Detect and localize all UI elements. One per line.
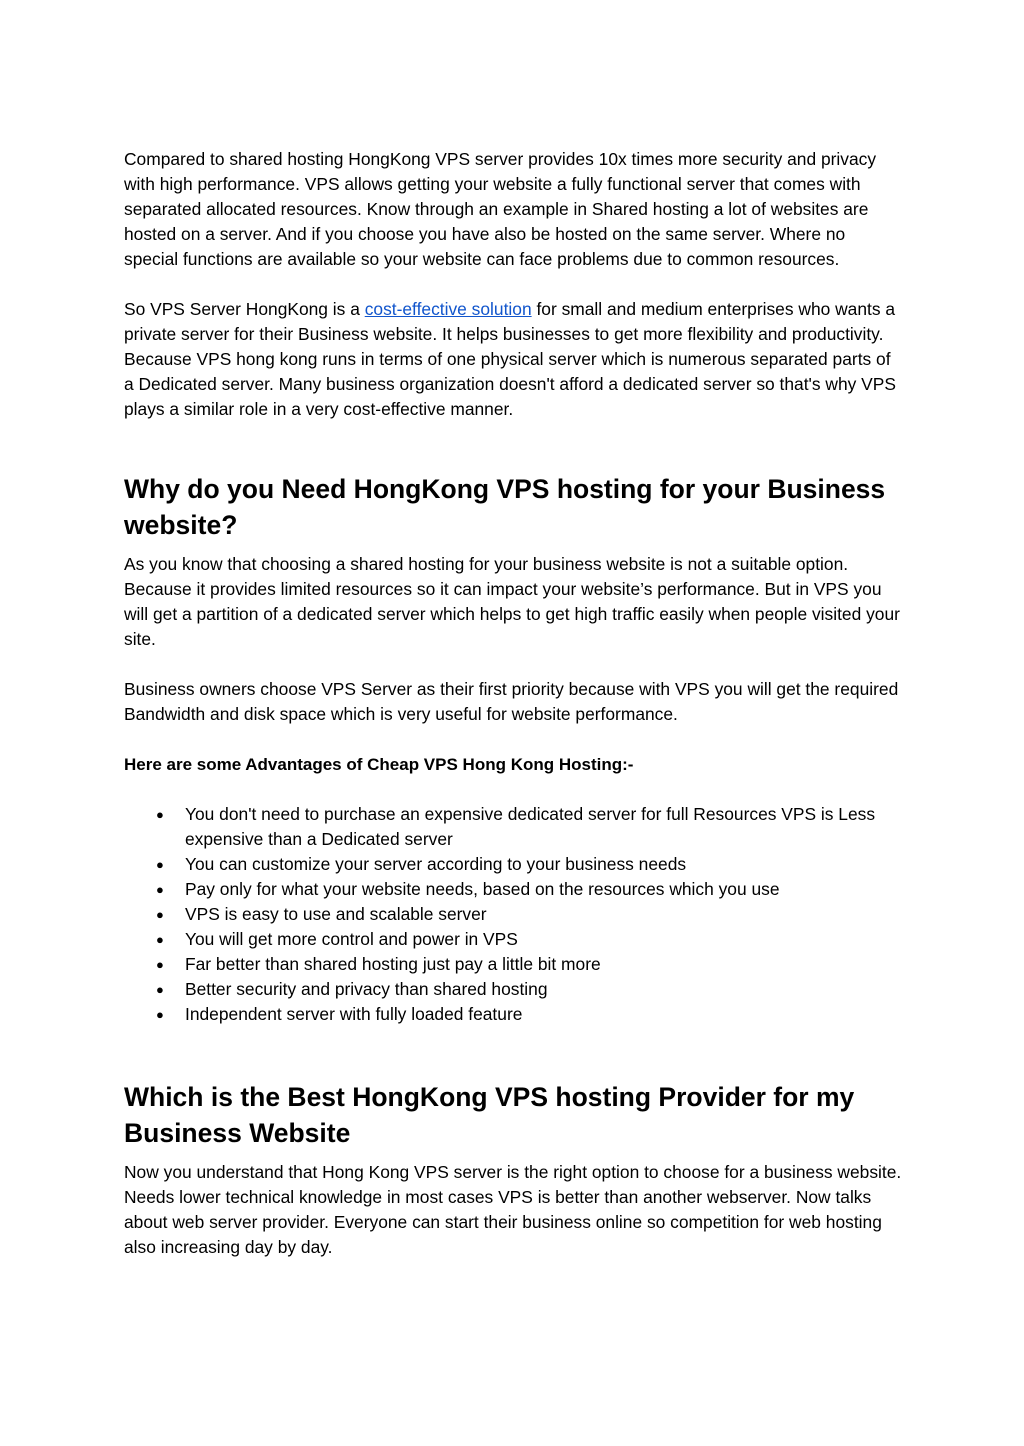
list-item-text: You don't need to purchase an expensive dedicated server for full Resources VPS is Less expensive than a Dedicated server [185, 804, 876, 849]
list-item [124, 802, 904, 852]
bullet-icon: ● [156, 807, 164, 822]
which-heading: Which is the Best HongKong VPS hosting Provider for my Business Website [124, 1082, 855, 1148]
list-item-text: You can customize your server according to your business needs [185, 854, 687, 874]
why-heading: Why do you Need HongKong VPS hosting for your Business website? [124, 474, 886, 540]
bullet-icon: ● [156, 982, 164, 997]
list-item-text: You will get more control and power in VPS [185, 929, 518, 949]
bullet-icon: ● [156, 932, 164, 947]
list-item [124, 902, 904, 927]
why-paragraph-2: Business owners choose VPS Server as their first priority because with VPS you will get the required Bandwidth and disk space which is very useful for website performance. [124, 679, 899, 724]
list-item [124, 1002, 904, 1027]
list-item [124, 977, 904, 1002]
list-item [124, 877, 904, 902]
bullet-icon: ● [156, 907, 164, 922]
document-page [124, 147, 904, 1260]
list-item [124, 852, 904, 877]
cost-effective-solution-link[interactable]: cost-effective solution [364, 299, 532, 319]
intro-paragraph-2 [124, 297, 904, 422]
list-item-text: Independent server with fully loaded feature [185, 1004, 523, 1024]
bullet-icon: ● [156, 957, 164, 972]
list-item [124, 927, 904, 952]
which-paragraph-1: Now you understand that Hong Kong VPS server is the right option to choose for a business website. Needs lower technical knowledge in most cases VPS is better than another webserver. Now talks about web server provider. Everyone can start their business online so competition for web hosting also increasing day by day. [124, 1162, 902, 1257]
bullet-icon: ● [156, 1007, 164, 1022]
bullet-icon: ● [156, 882, 164, 897]
advantages-title: Here are some Advantages of Cheap VPS Hong Kong Hosting:- [124, 755, 634, 774]
intro-paragraph-2-start: So VPS Server HongKong is a [124, 299, 365, 319]
list-item [124, 952, 904, 977]
bullet-icon: ● [156, 857, 164, 872]
list-item-text: Better security and privacy than shared hosting [185, 979, 548, 999]
intro-paragraph-2-end: for small and medium enterprises who wants a private server for their Business website. It helps businesses to get more flexibility and productivity. Because VPS hong kong runs in terms of one physical server which is numerous separated parts of a Dedicated server. Many business organization doesn't afford a dedicated server so that's why VPS plays a similar role in a very cost-effective manner. [124, 299, 896, 419]
why-paragraph-1: As you know that choosing a shared hosting for your business website is not a suitable option. Because it provides limited resources so it can impact your website’s performance. But in VPS you will get a partition of a dedicated server which helps to get high traffic easily when people visited your site. [124, 554, 900, 649]
list-item-text: Pay only for what your website needs, based on the resources which you use [185, 879, 780, 899]
advantages-list [124, 802, 904, 1027]
list-item-text: VPS is easy to use and scalable server [185, 904, 487, 924]
list-item-text: Far better than shared hosting just pay a little bit more [185, 954, 601, 974]
intro-paragraph-1: Compared to shared hosting HongKong VPS server provides 10x times more security and privacy with high performance. VPS allows getting your website a fully functional server that comes with separated allocated resources. Know through an example in Shared hosting a lot of websites are hosted on a server. And if you choose you have also be hosted on the same server. Where no special functions are available so your website can face problems due to common resources. [124, 149, 877, 269]
